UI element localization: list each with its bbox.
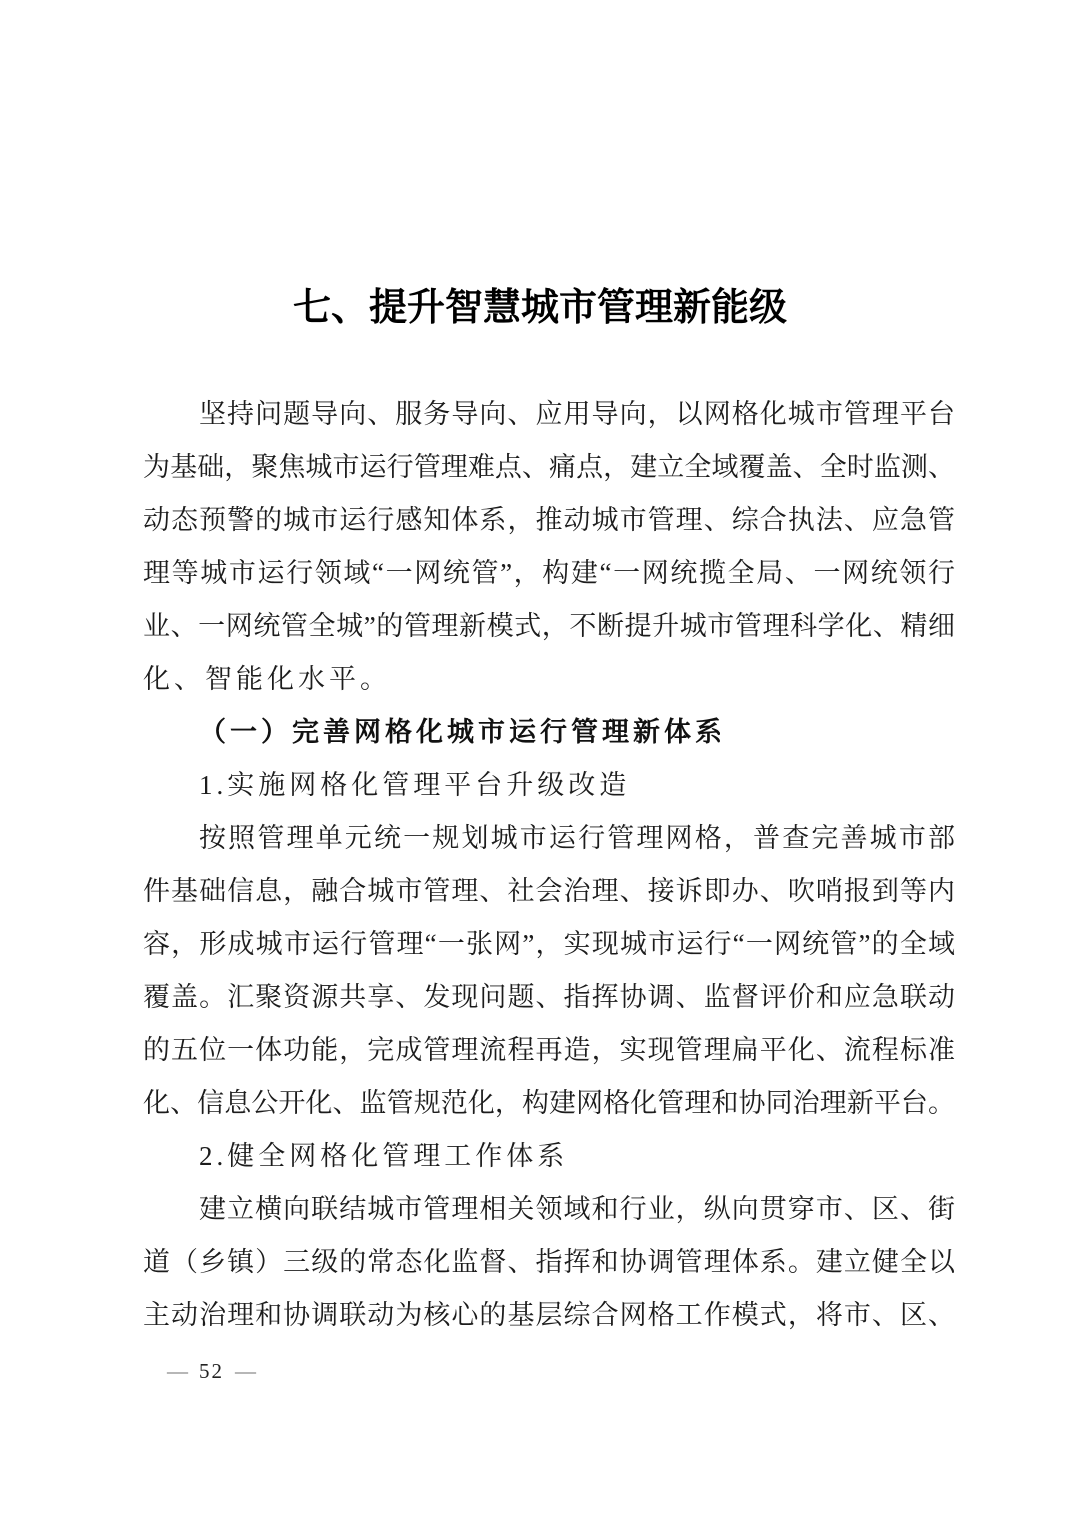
text-line: 按照管理单元统一规划城市运行管理网格，普查完善城市部: [199, 823, 955, 853]
text-line: 主动治理和协调联动为核心的基层综合网格工作模式，将市、区、: [143, 1300, 955, 1330]
footer-dash-left: —: [167, 1359, 188, 1383]
text-line: 化、智能化水平。: [143, 664, 391, 694]
text-line: 化、信息公开化、监管规范化，构建网格化管理和协同治理新平台。: [143, 1088, 955, 1118]
text-line: 道（乡镇）三级的常态化监督、指挥和协调管理体系。建立健全以: [143, 1247, 955, 1277]
page-number: 52: [199, 1359, 224, 1383]
footer-dash-right: —: [235, 1359, 256, 1383]
text-line: 件基础信息，融合城市管理、社会治理、接诉即办、吹哨报到等内: [143, 876, 955, 906]
text-line: 容，形成城市运行管理“一张网”，实现城市运行“一网统管”的全域: [143, 929, 955, 959]
text-line: 建立横向联结城市管理相关领域和行业，纵向贯穿市、区、街: [199, 1194, 955, 1224]
section-heading: （一）完善网格化城市运行管理新体系: [199, 717, 726, 747]
text-line: 的五位一体功能，完成管理流程再造，实现管理扁平化、流程标准: [143, 1035, 955, 1065]
text-line: 坚持问题导向、服务导向、应用导向，以网格化城市管理平台: [199, 399, 955, 429]
text-line: 动态预警的城市运行感知体系，推动城市管理、综合执法、应急管: [143, 505, 955, 535]
page-footer: [167, 1356, 256, 1386]
text-line: 1.实施网格化管理平台升级改造: [199, 770, 631, 800]
document-body: [143, 388, 955, 1342]
text-line: 理等城市运行领域“一网统管”，构建“一网统揽全局、一网统领行: [143, 558, 955, 588]
text-line: 2.健全网格化管理工作体系: [199, 1141, 569, 1171]
text-line: 为基础，聚焦城市运行管理难点、痛点，建立全域覆盖、全时监测、: [143, 452, 955, 482]
text-line: 业、一网统管全城”的管理新模式，不断提升城市管理科学化、精细: [143, 611, 955, 641]
page-title: 七、提升智慧城市管理新能级: [292, 287, 787, 329]
text-line: 覆盖。汇聚资源共享、发现问题、指挥协调、监督评价和应急联动: [143, 982, 955, 1012]
